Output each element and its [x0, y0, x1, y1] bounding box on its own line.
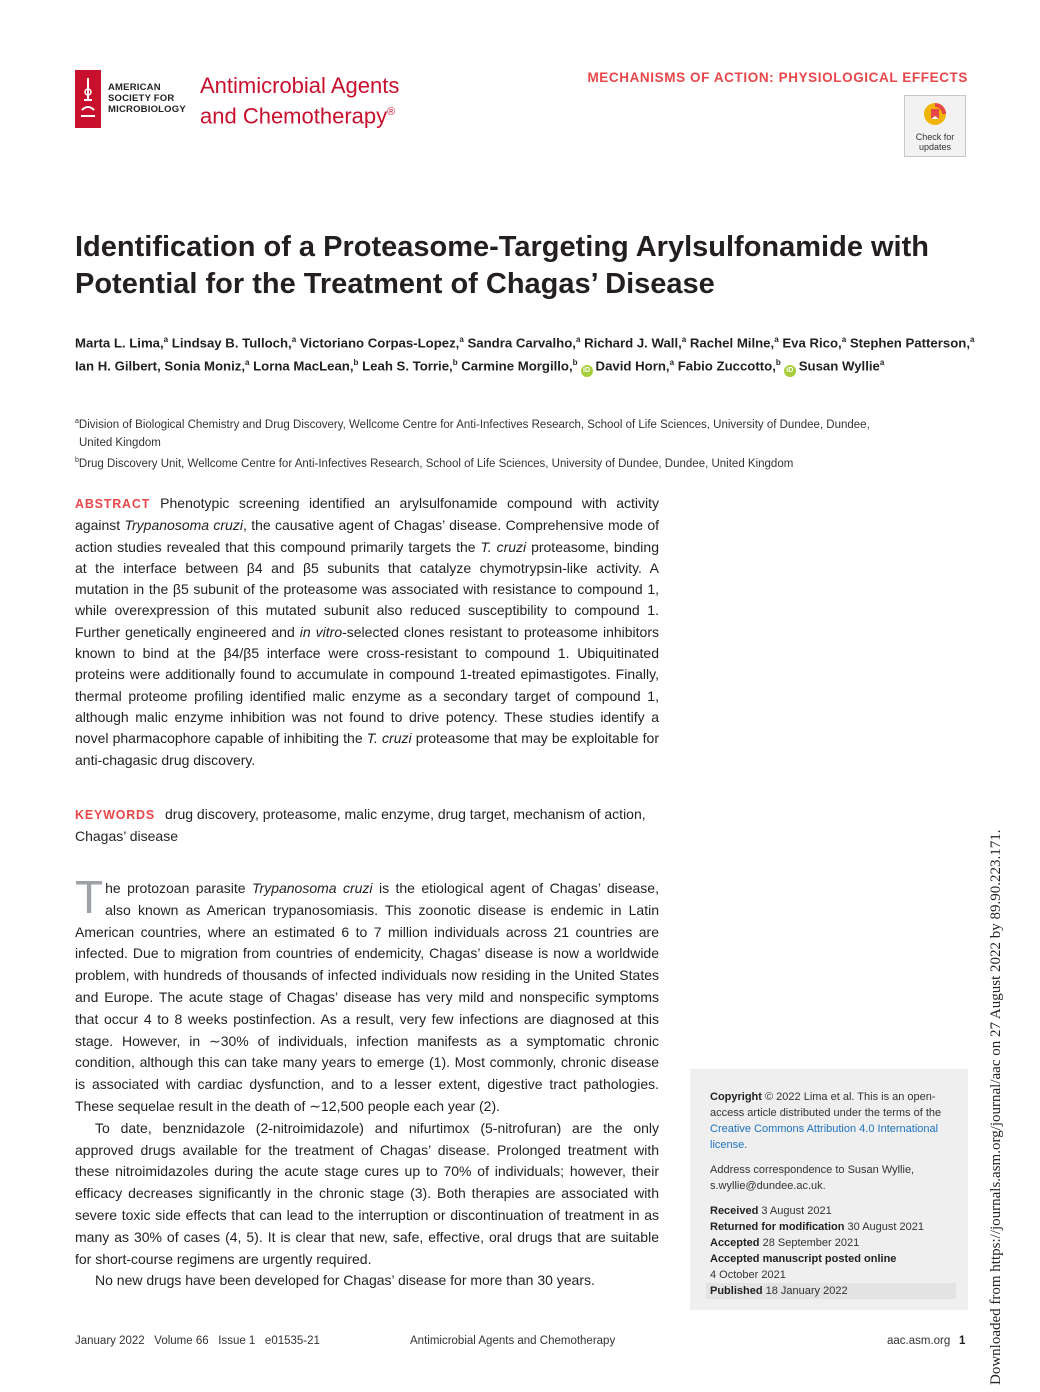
- returned-date: [710, 1219, 948, 1235]
- author-affiliation-mark: a: [841, 335, 847, 344]
- author-affiliation-mark: a: [245, 358, 250, 368]
- drop-cap: T: [75, 871, 104, 923]
- author-affiliation-mark: a: [774, 335, 779, 344]
- footer-journal: Antimicrobial Agents and Chemotherapy: [410, 1335, 616, 1347]
- affiliation-a: [75, 413, 870, 452]
- author-name[interactable]: Richard J. Wall,: [584, 335, 682, 351]
- author-affiliation-mark: a: [291, 335, 297, 344]
- article-title: Identification of a Proteasome-Targeting Arylsulfonamide with Potential for the Treatment of Chagas’ Disease: [75, 231, 929, 300]
- paragraph: [75, 871, 659, 1118]
- date-value: 4 October 2021: [710, 1269, 786, 1281]
- author-name[interactable]: Sonia Moniz,: [164, 358, 245, 374]
- footer-site-link[interactable]: aac.asm.org: [887, 1335, 951, 1347]
- footer-date: January 2022: [75, 1335, 145, 1347]
- author-name[interactable]: Lorna MacLean,: [253, 358, 354, 374]
- body-text: [75, 871, 659, 1292]
- author-affiliation-mark: a: [575, 335, 581, 344]
- accepted-date: [710, 1235, 948, 1251]
- check-for-updates-button[interactable]: [904, 95, 966, 157]
- footer-elocator: e01535-21: [264, 1335, 320, 1347]
- keywords: [75, 804, 659, 848]
- abstract-text: -selected clones resistant to proteasome inhibitors known to bind at the β4/β5 interface were cross-resistant to compound 1. Ubiquitinated proteins were additionally found to accumulate in compound 1-treated epimastigotes. Finally, thermal proteome profiling identified malic enzyme as a secondary target of compound 1, although malic enzyme inhibition was not found to drive potency. These studies identify a novel pharmacophore capable of inhibiting the: [75, 623, 659, 747]
- footer-citation: [75, 1335, 320, 1347]
- date-value: 28 September 2021: [759, 1237, 860, 1249]
- abstract-text: , the causative agent of Chagas’ disease. Comprehensive mode of action studies revealed that this compound primarily targets the: [75, 517, 659, 555]
- affiliation-mark: a: [75, 418, 79, 425]
- journal-line-1: Antimicrobial Agents: [200, 73, 400, 98]
- date-value: 18 January 2022: [762, 1285, 848, 1297]
- affiliation-text: Division of Biological Chemistry and Drug Discovery, Wellcome Centre for Anti-Infectives Research, School of Life Sciences, University of Dundee, Dundee,: [78, 418, 870, 431]
- abstract-italic: T. cruzi: [480, 538, 527, 555]
- date-label: Accepted: [710, 1237, 760, 1249]
- paragraph: No new drugs have been developed for Chagas’ disease for more than 30 years.: [95, 1272, 595, 1289]
- microscope-icon: [75, 70, 101, 128]
- asm-logo: [75, 70, 101, 128]
- correspondence-address[interactable]: Address correspondence to Susan Wyllie, s.wyllie@dundee.ac.uk.: [710, 1164, 915, 1192]
- paragraph-italic: Trypanosoma cruzi: [252, 880, 373, 896]
- footer-issue: Issue 1: [218, 1335, 256, 1347]
- author-name[interactable]: Leah S. Torrie,: [362, 358, 453, 374]
- license-link[interactable]: Creative Commons Attribution 4.0 International license: [710, 1123, 939, 1151]
- journal-line-2: and Chemotherapy: [200, 103, 388, 129]
- author-name[interactable]: Ian H. Gilbert,: [75, 358, 161, 374]
- copyright-label: Copyright: [710, 1091, 762, 1103]
- accepted-manuscript-date: [710, 1251, 948, 1283]
- author-affiliation-mark: a: [163, 335, 169, 344]
- date-label: Published: [710, 1285, 763, 1297]
- abstract-italic: in vitro: [299, 623, 343, 640]
- download-watermark: Downloaded from https://journals.asm.org/journal/aac on 27 August 2022 by 89.90.223.171.: [988, 829, 1004, 1385]
- received-date: [710, 1203, 948, 1219]
- article-info-box: [690, 1069, 968, 1310]
- society-line: MICROBIOLOGY: [108, 104, 186, 115]
- society-line: SOCIETY FOR: [108, 93, 175, 104]
- author-affiliation-mark: a: [669, 358, 675, 368]
- author-name[interactable]: Stephen Patterson,: [849, 335, 970, 351]
- abstract-label: ABSTRACT: [75, 497, 151, 511]
- paragraph-text: is the etiological agent of Chagas’ disease, also known as American trypanosomiasis. This zoonotic disease is endemic in Latin American countries, where an estimated 6 to 7 million individuals across 21 countries are infected. Due to migration from countries of endemicity, Chagas’ disease is now a worldwide problem, with hundreds of thousands of infected individuals now residing in the United States and Europe. The acute stage of Chagas’ disease has very mild and nonspecific symptoms that occur 4 to 8 weeks postinfection. As a result, very few infections are diagnosed at this stage. However, in ∼30% of individuals, infection manifests as a symptomatic chronic condition, although this can take many years to emerge (1). Most commonly, chronic disease is associated with cardiac dysfunction, and to a lesser extent, digestive tract pathologies. These sequelae result in the death of ∼12,500 people each year (2).: [75, 880, 659, 1114]
- date-value: 30 August 2021: [844, 1221, 924, 1233]
- footer-volume: Volume 66: [154, 1335, 209, 1347]
- author-affiliation-mark: a: [681, 335, 687, 344]
- author-affiliation-mark: a: [879, 358, 885, 368]
- date-label: Received: [710, 1205, 759, 1217]
- date-label: Returned for modification: [710, 1221, 845, 1233]
- copyright-notice: [710, 1089, 948, 1153]
- author-name[interactable]: Sandra Carvalho,: [467, 335, 576, 351]
- abstract-italic: T. cruzi: [366, 730, 412, 747]
- copyright-text: © 2022 Lima et al. This is an open-access article distributed under the terms of the: [710, 1091, 942, 1119]
- section-label: MECHANISMS OF ACTION: PHYSIOLOGICAL EFFECTS: [587, 70, 968, 85]
- abstract-text: proteasome that may be exploitable for anti-chagasic drug discovery.: [75, 730, 659, 768]
- author-affiliation-mark: b: [775, 358, 781, 368]
- abstract-text: Phenotypic screening identified an arylsulfonamide compound with activity against: [75, 495, 659, 534]
- society-name: [108, 82, 186, 115]
- society-line: AMERICAN: [108, 82, 161, 93]
- author-name[interactable]: Susan Wyllie: [798, 358, 880, 374]
- author-name[interactable]: Lindsay B. Tulloch,: [171, 335, 292, 351]
- published-date: [706, 1283, 956, 1299]
- author-affiliation-mark: a: [459, 335, 464, 344]
- paragraph-text: he protozoan parasite: [105, 880, 253, 896]
- date-label: Accepted manuscript posted online: [710, 1253, 897, 1265]
- author-name[interactable]: Eva Rico,: [782, 335, 842, 351]
- check-updates-text: updates: [918, 142, 952, 152]
- orcid-icon[interactable]: iD: [784, 365, 796, 377]
- author-affiliation-mark: b: [452, 358, 458, 368]
- affiliation-mark: b: [75, 457, 79, 464]
- check-updates-icon: [923, 102, 947, 126]
- date-value: 3 August 2021: [758, 1205, 832, 1217]
- abstract-italic: Trypanosoma cruzi: [124, 517, 243, 534]
- author-list: [75, 330, 975, 377]
- keywords-text: drug discovery, proteasome, malic enzyme, drug target, mechanism of action, Chagas’ disease: [75, 806, 646, 845]
- copyright-text: .: [744, 1139, 748, 1151]
- check-updates-text: Check for: [915, 132, 955, 142]
- author-name[interactable]: Marta L. Lima,: [75, 335, 164, 351]
- paragraph: To date, benznidazole (2-nitroimidazole) and nifurtimox (5-nitrofuran) are the only approved drugs available for the treatment of Chagas’ disease. Prolonged treatment with these nitroimidazoles during the acute stage cures up to 70% of individuals; however, their efficacy decreases significantly in the chronic stage (3). Both therapies are associated with severe toxic side effects that can lead to the interruption or discontinuation of treatment in as many as 30% of cases (4, 5). It is clear that new, safe, effective, oral drugs that are suitable for short-course regimens are urgently required.: [75, 1119, 659, 1267]
- author-affiliation-mark: b: [572, 358, 578, 368]
- author-affiliation-mark: b: [353, 358, 359, 368]
- keywords-label: KEYWORDS: [75, 808, 156, 822]
- registered-mark: ®: [387, 106, 396, 118]
- journal-name[interactable]: [200, 73, 399, 129]
- abstract: [75, 493, 659, 771]
- affiliation-b: [75, 452, 793, 473]
- author-affiliation-mark: a: [970, 335, 975, 344]
- author-name[interactable]: Fabio Zuccotto,: [677, 358, 776, 374]
- author-name[interactable]: Victoriano Corpas-Lopez,: [299, 335, 460, 351]
- author-name[interactable]: David Horn,: [595, 358, 670, 374]
- abstract-text: proteasome, binding at the interface between β4 and β5 subunits that catalyze chymotrypsin-like activity. A mutation in the β5 subunit of the proteasome was associated with resistance to compound 1, while overexpression of this mutated subunit also reduced susceptibility to compound 1. Further genetically engineered and: [75, 538, 659, 640]
- author-name[interactable]: Carmine Morgillo,: [461, 358, 573, 374]
- page-number: 1: [959, 1335, 966, 1347]
- affiliation-text: United Kingdom: [79, 436, 161, 449]
- affiliation-text: Drug Discovery Unit, Wellcome Centre for Anti-Infectives Research, School of Life Sciences, University of Dundee, Dundee, United Kingdom: [78, 457, 794, 470]
- orcid-icon[interactable]: iD: [581, 365, 593, 377]
- author-name[interactable]: Rachel Milne,: [689, 335, 775, 351]
